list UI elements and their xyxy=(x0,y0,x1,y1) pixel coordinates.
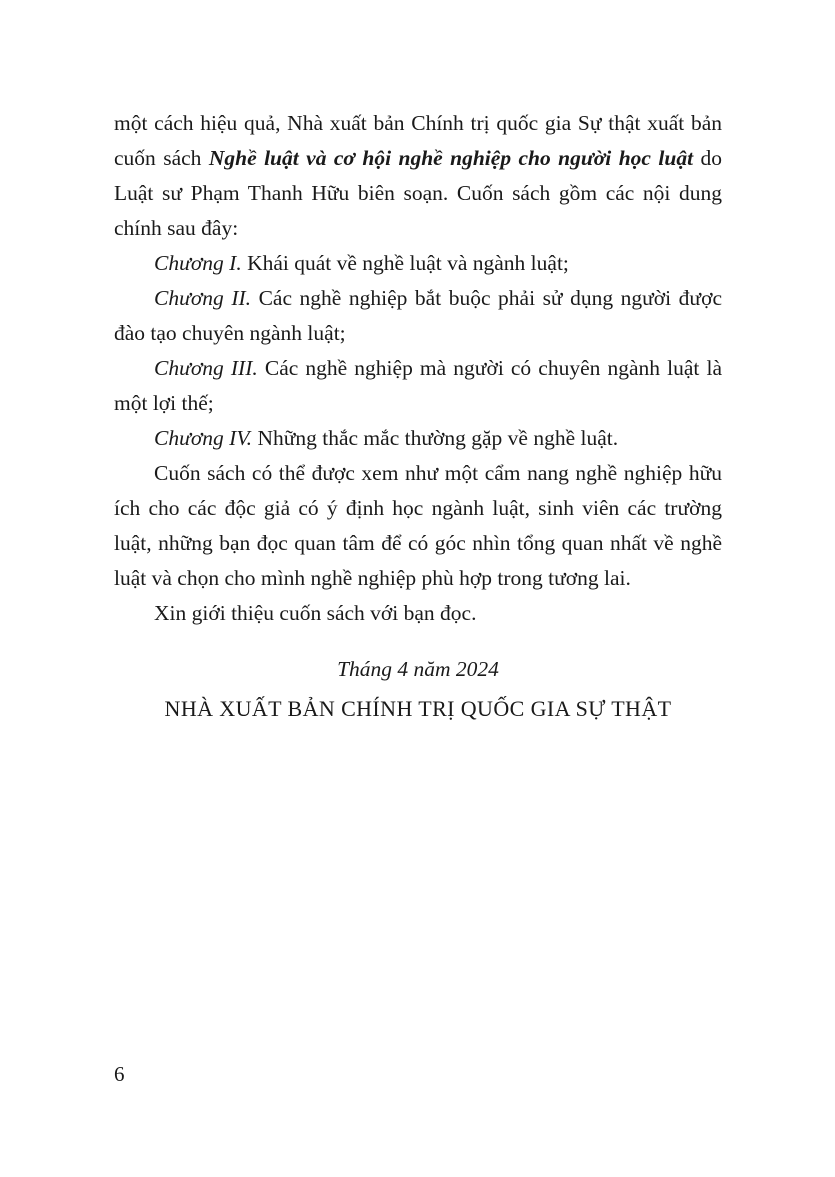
chapter-item-4 xyxy=(114,421,722,456)
intro-text-post: do Luật sư Phạm Thanh Hữu biên soạn. Cuốn sách gồm các nội dung chính sau đây: xyxy=(114,146,722,240)
book-title: Nghề luật và cơ hội nghề nghiệp cho người học luật xyxy=(208,146,694,170)
chapter-4-label: Chương IV. xyxy=(154,426,253,450)
chapter-1-text: Khái quát về nghề luật và ngành luật; xyxy=(241,251,569,275)
page-number: 6 xyxy=(114,1062,125,1086)
chapter-item-2 xyxy=(114,281,722,351)
chapter-3-label: Chương III. xyxy=(154,356,258,380)
paragraph-intro xyxy=(114,106,722,246)
paragraph-closing: Xin giới thiệu cuốn sách với bạn đọc. xyxy=(154,601,477,625)
chapter-item-3 xyxy=(114,351,722,421)
date-line: Tháng 4 năm 2024 xyxy=(337,657,499,681)
text-block xyxy=(114,106,722,726)
chapter-4-text: Những thắc mắc thường gặp về nghề luật. xyxy=(252,426,619,450)
chapter-2-text: Các nghề nghiệp bắt buộc phải sử dụng người được đào tạo chuyên ngành luật; xyxy=(114,286,722,345)
chapter-1-label: Chương I. xyxy=(154,251,242,275)
chapter-2-label: Chương II. xyxy=(154,286,252,310)
chapter-3-text: Các nghề nghiệp mà người có chuyên ngành luật là một lợi thế; xyxy=(114,356,722,415)
paragraph-summary: Cuốn sách có thể được xem như một cẩm nang nghề nghiệp hữu ích cho các độc giả có ý định học ngành luật, sinh viên các trường luật, những bạn đọc quan tâm để có góc nhìn tổng quan nhất về nghề luật và chọn cho mình nghề nghiệp phù hợp trong tương lai. xyxy=(114,461,722,590)
chapter-item-1 xyxy=(114,246,722,281)
intro-text-pre: một cách hiệu quả, Nhà xuất bản Chính trị quốc gia Sự thật xuất bản cuốn sách xyxy=(114,111,722,170)
publisher-name: NHÀ XUẤT BẢN CHÍNH TRỊ QUỐC GIA SỰ THẬT xyxy=(164,696,672,721)
